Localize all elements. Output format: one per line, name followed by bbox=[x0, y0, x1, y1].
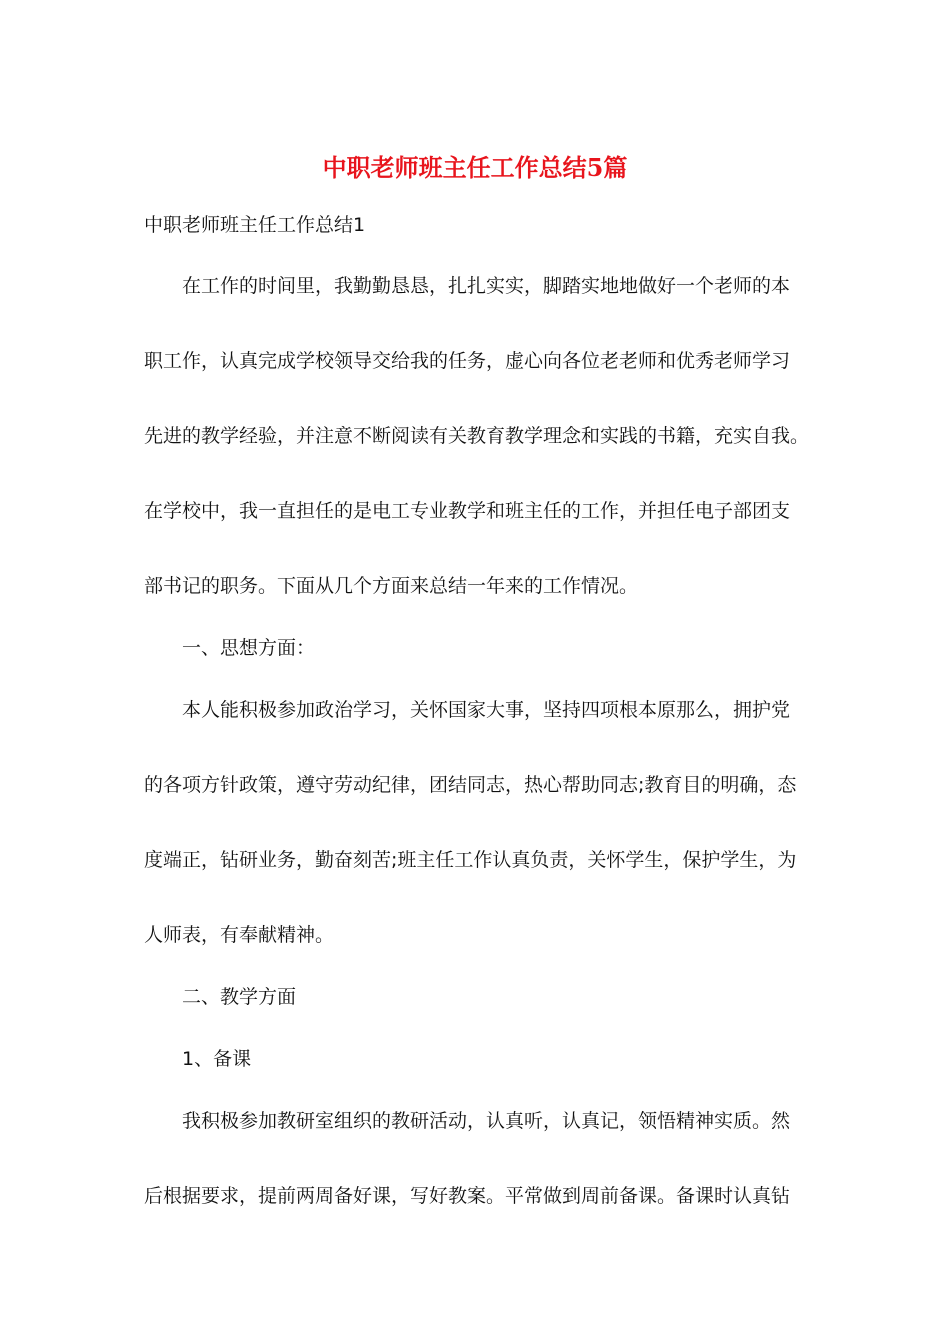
section-heading: 一、思想方面： bbox=[182, 637, 316, 659]
paragraph-line: 我积极参加教研室组织的教研活动，认真听，认真记，领悟精神实质。然 bbox=[182, 1110, 791, 1132]
paragraph-line: 先进的教学经验，并注意不断阅读有关教育教学理念和实践的书籍，充实自我。 bbox=[144, 425, 810, 447]
paragraph-line: 在工作的时间里，我勤勤恳恳，扎扎实实，脚踏实地地做好一个老师的本 bbox=[182, 275, 791, 297]
paragraph-line: 职工作，认真完成学校领导交给我的任务，虚心向各位老老师和优秀老师学习 bbox=[144, 350, 791, 372]
paragraph-line: 度端正，钻研业务，勤奋刻苦;班主任工作认真负责，关怀学生，保护学生，为 bbox=[144, 849, 797, 871]
document-title: 中职老师班主任工作总结5篇 bbox=[322, 153, 628, 182]
paragraph-line: 本人能积极参加政治学习，关怀国家大事，坚持四项根本原那么，拥护党 bbox=[182, 699, 791, 721]
paragraph-line: 后根据要求，提前两周备好课，写好教案。平常做到周前备课。备课时认真钻 bbox=[144, 1185, 791, 1207]
paragraph-line: 在学校中，我一直担任的是电工专业教学和班主任的工作，并担任电子部团支 bbox=[144, 500, 791, 522]
section-heading: 二、教学方面 bbox=[182, 986, 297, 1008]
paragraph-line: 的各项方针政策，遵守劳动纪律，团结同志，热心帮助同志;教育目的明确，态 bbox=[144, 774, 797, 796]
subsection-heading: 1、备课 bbox=[182, 1048, 252, 1070]
section-subtitle: 中职老师班主任工作总结1 bbox=[144, 214, 366, 236]
paragraph-line: 人师表，有奉献精神。 bbox=[144, 924, 335, 946]
paragraph-line: 部书记的职务。下面从几个方面来总结一年来的工作情况。 bbox=[144, 575, 639, 597]
